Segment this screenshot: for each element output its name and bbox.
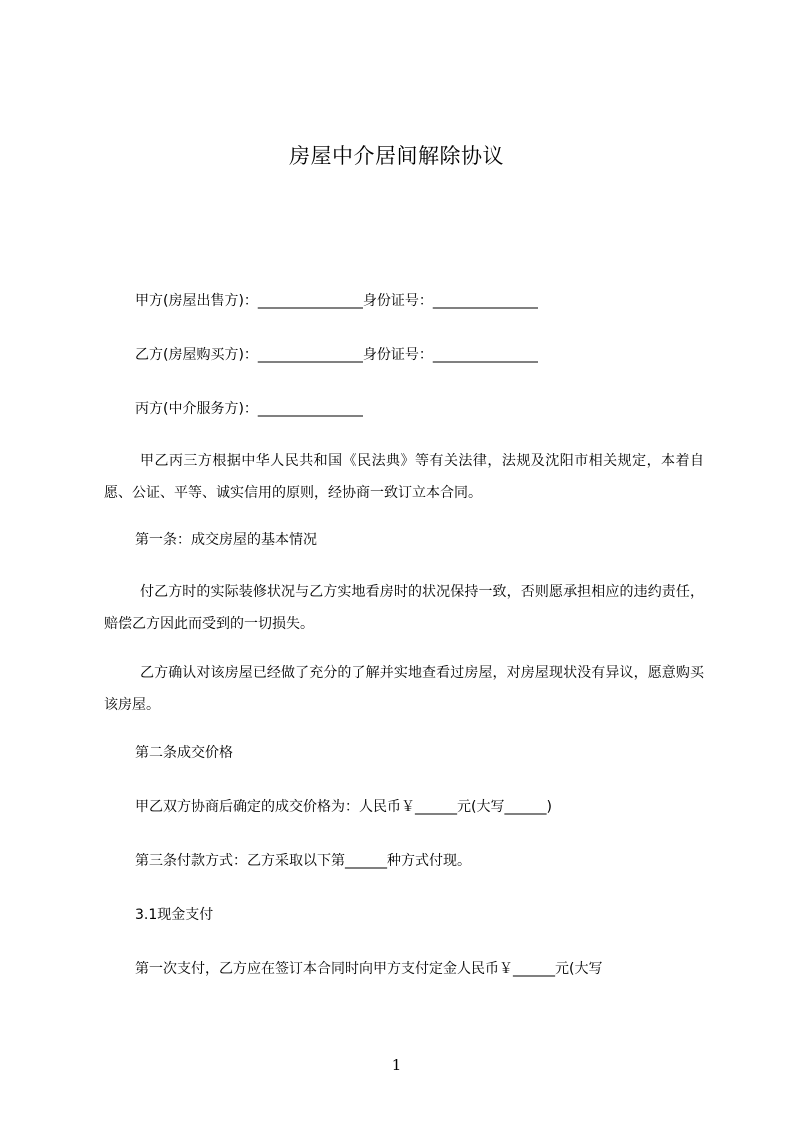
- article1-paragraph-2: 乙方确认对该房屋已经做了充分的了解并实地查看过房屋，对房屋现状没有异议，愿意购买该房屋。: [104, 665, 704, 713]
- article1-heading: 第一条：成交房屋的基本情况: [135, 532, 317, 548]
- section-3-1-heading: 3.1现金支付: [135, 907, 214, 923]
- party-c-line: 丙方(中介服务方)：_______________: [135, 401, 363, 417]
- article2-price-line: 甲乙双方协商后确定的成交价格为：人民币￥______元(大写______): [135, 799, 552, 815]
- article1-paragraph-1: 付乙方时的实际装修状况与乙方实地看房时的状况保持一致，否则愿承担相应的违约责任，赔偿乙方因此而受到的一切损失。: [104, 584, 704, 632]
- intro-paragraph: 甲乙丙三方根据中华人民共和国《民法典》等有关法律，法规及沈阳市相关规定，本着自愿、公证、平等、诚实信用的原则，经协商一致订立本合同。: [104, 453, 704, 501]
- first-payment-line: 第一次支付，乙方应在签订本合同时向甲方支付定金人民币￥______元(大写: [135, 961, 603, 977]
- party-b-line: 乙方(房屋购买方)：_______________身份证号：_______________: [135, 347, 538, 363]
- page-number: 1: [391, 1056, 402, 1074]
- party-a-line: 甲方(房屋出售方)：_______________身份证号：_______________: [135, 293, 538, 309]
- article3-heading: 第三条付款方式：乙方采取以下第______种方式付现。: [135, 853, 471, 869]
- article2-heading: 第二条成交价格: [135, 745, 233, 761]
- document-title: 房屋中介居间解除协议: [289, 144, 504, 168]
